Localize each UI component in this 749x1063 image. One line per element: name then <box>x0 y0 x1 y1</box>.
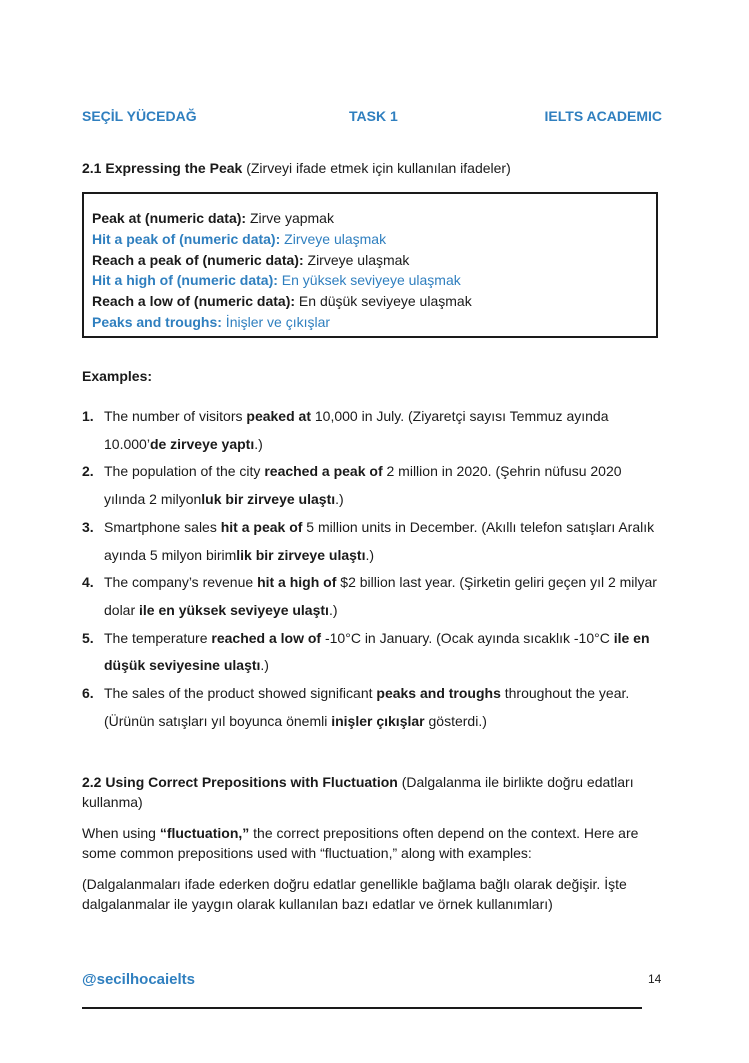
example-text: 2 million in 2020. (Şehrin nüfusu 2020 yılında 2 milyon <box>104 463 622 508</box>
example-text: .) <box>365 546 375 563</box>
example-text: The company’s revenue <box>104 574 258 591</box>
section-title-rest: (Zirveyi ifade etmek için kullanılan ifadeler) <box>242 160 511 176</box>
vocab-row <box>92 208 656 229</box>
vocab-meaning: En yüksek seviyeye ulaşmak <box>277 272 461 289</box>
example-translation-phrase: ile en yüksek seviyeye ulaştı <box>139 601 329 618</box>
vocab-meaning: Zirveye ulaşmak <box>303 251 410 268</box>
intro-paragraph <box>82 823 667 863</box>
example-item <box>82 403 662 458</box>
example-text: 10,000 in July. (Ziyaretçi sayısı Temmuz ayında 10.000’ <box>104 408 609 452</box>
example-number: 2. <box>82 463 94 480</box>
vocab-row <box>92 270 656 291</box>
vocab-term: Peak at (numeric data): <box>92 210 247 226</box>
example-text: .) <box>328 601 338 618</box>
example-text: The number of visitors <box>104 408 247 424</box>
header-author: SEÇİL YÜCEDAĞ <box>82 108 197 124</box>
section-title-fluctuation <box>82 772 662 812</box>
example-text: The population of the city <box>104 463 265 480</box>
example-translation-phrase: de zirveye yaptı <box>149 435 255 452</box>
example-text: $2 billion last year. (Şirketin geliri geçen yıl 2 milyar dolar <box>104 574 657 618</box>
vocab-term: Hit a high of (numeric data): <box>92 272 278 289</box>
example-number: 6. <box>82 685 94 702</box>
example-key-phrase: reached a low of <box>211 629 322 646</box>
example-text: 5 million units in December. (Akıllı telefon satışları Aralık ayında 5 milyon birim <box>104 518 655 563</box>
example-translation-phrase: lik bir zirveye ulaştı <box>236 546 366 563</box>
example-number: 4. <box>82 574 94 591</box>
vocab-meaning: En düşük seviyeye ulaşmak <box>295 293 472 310</box>
example-item <box>82 458 662 513</box>
example-item <box>82 680 662 735</box>
vocabulary-box <box>82 192 658 338</box>
vocab-term: Reach a low of (numeric data): <box>92 293 296 310</box>
page-header <box>82 108 662 128</box>
example-item <box>82 625 662 680</box>
paragraph-text: When using <box>82 825 160 841</box>
example-item <box>82 569 662 624</box>
header-task: TASK 1 <box>349 108 398 124</box>
example-number: 5. <box>82 629 94 646</box>
example-number: 3. <box>82 518 94 535</box>
section-title-bold: 2.1 Expressing the Peak <box>82 160 243 176</box>
section-title-peak <box>82 158 662 178</box>
vocab-term: Reach a peak of (numeric data): <box>92 251 304 268</box>
example-text: Smartphone sales <box>104 518 221 535</box>
example-item <box>82 514 662 569</box>
paragraph-text: the correct prepositions often depend on the context. Here are some common prepositions used with “fluctuation,” along with examples: <box>82 825 639 861</box>
paragraph-key-term: “fluctuation,” <box>159 825 250 841</box>
example-text: .) <box>335 491 344 508</box>
example-translation-phrase: luk bir zirveye ulaştı <box>201 491 336 508</box>
vocab-row <box>92 229 656 250</box>
example-text: throughout the year. (Ürünün satışları yıl boyunca önemli <box>104 685 630 729</box>
header-exam: IELTS ACADEMIC <box>544 108 662 124</box>
vocab-row <box>92 291 656 312</box>
example-number: 1. <box>82 408 94 424</box>
vocab-term: Hit a peak of (numeric data): <box>92 230 281 247</box>
footer-divider <box>82 1007 642 1009</box>
vocab-meaning: Zirveye ulaşmak <box>280 230 387 247</box>
example-text: .) <box>254 435 263 452</box>
section-title-rest: (Dalgalanma ile birlikte doğru edatları kullanma) <box>82 774 634 810</box>
example-text: The temperature <box>104 629 212 646</box>
example-translation-phrase: inişler çıkışlar <box>331 712 425 729</box>
example-key-phrase: peaked at <box>246 408 311 424</box>
section-title-bold: 2.2 Using Correct Prepositions with Fluctuation <box>82 774 398 790</box>
example-text: .) <box>260 657 269 674</box>
examples-heading: Examples: <box>82 368 153 384</box>
page-number: 14 <box>648 972 662 986</box>
example-key-phrase: reached a peak of <box>264 463 383 480</box>
example-text: The sales of the product showed significant <box>104 685 377 702</box>
examples-list <box>82 403 662 735</box>
translation-paragraph: (Dalgalanmaları ifade ederken doğru edatlar genellikle bağlama bağlı olarak değişir. İşte dalgalanmalar ile yaygın olarak kullanılan bazı edatlar ve örnek kullanımları) <box>82 876 627 912</box>
example-text: gösterdi.) <box>424 712 487 729</box>
vocab-meaning: İnişler ve çıkışlar <box>221 313 331 330</box>
vocab-meaning: Zirve yapmak <box>246 210 334 226</box>
vocab-term: Peaks and troughs: <box>92 313 222 330</box>
example-key-phrase: hit a high of <box>257 574 337 591</box>
example-text: -10°C in January. (Ocak ayında sıcaklık -10°C <box>321 629 614 646</box>
example-key-phrase: peaks and troughs <box>376 685 501 702</box>
example-key-phrase: hit a peak of <box>220 518 303 535</box>
vocab-row <box>92 250 656 271</box>
footer-social-handle: @secilhocaielts <box>82 971 196 988</box>
vocab-row <box>92 312 656 333</box>
example-translation-phrase: ile en düşük seviyesine ulaştı <box>104 629 650 674</box>
